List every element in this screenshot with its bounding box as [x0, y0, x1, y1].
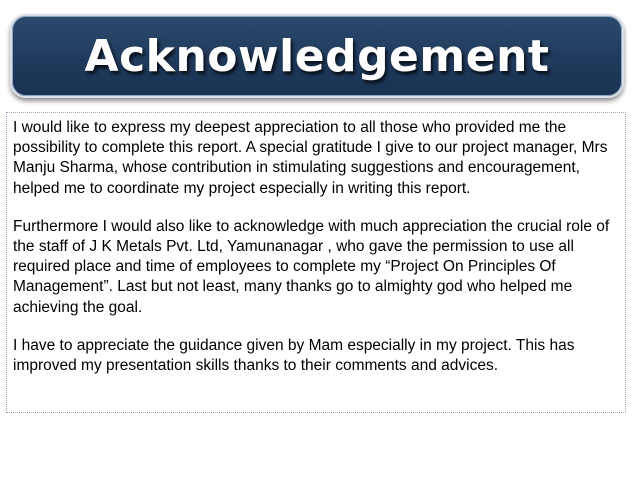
title-banner: [10, 14, 624, 98]
page-title: Acknowledgement: [84, 30, 550, 82]
content-box: [6, 112, 626, 413]
paragraph-3: I have to appreciate the guidance given by Mam especially in my project. This has improved my presentation skills thanks to their comments and advices.: [13, 336, 575, 375]
paragraph-1: I would like to express my deepest appreciation to all those who provided me the possibility to complete this report. A special gratitude I give to our project manager, Mrs Manju Sharma, whose contribution in stimulating suggestions and encouragement, helped me to coordinate my project especially in writing this report.: [13, 119, 608, 197]
paragraph-2: Furthermore I would also like to acknowledge with much appreciation the crucial role of the staff of J K Metals Pvt. Ltd, Yamunanagar , who gave the permission to use all required place and time of employees to complete my “Project On Principles Of Management”. Last but not least, many thanks go to almighty god who helped me achieving the goal.: [13, 217, 610, 316]
